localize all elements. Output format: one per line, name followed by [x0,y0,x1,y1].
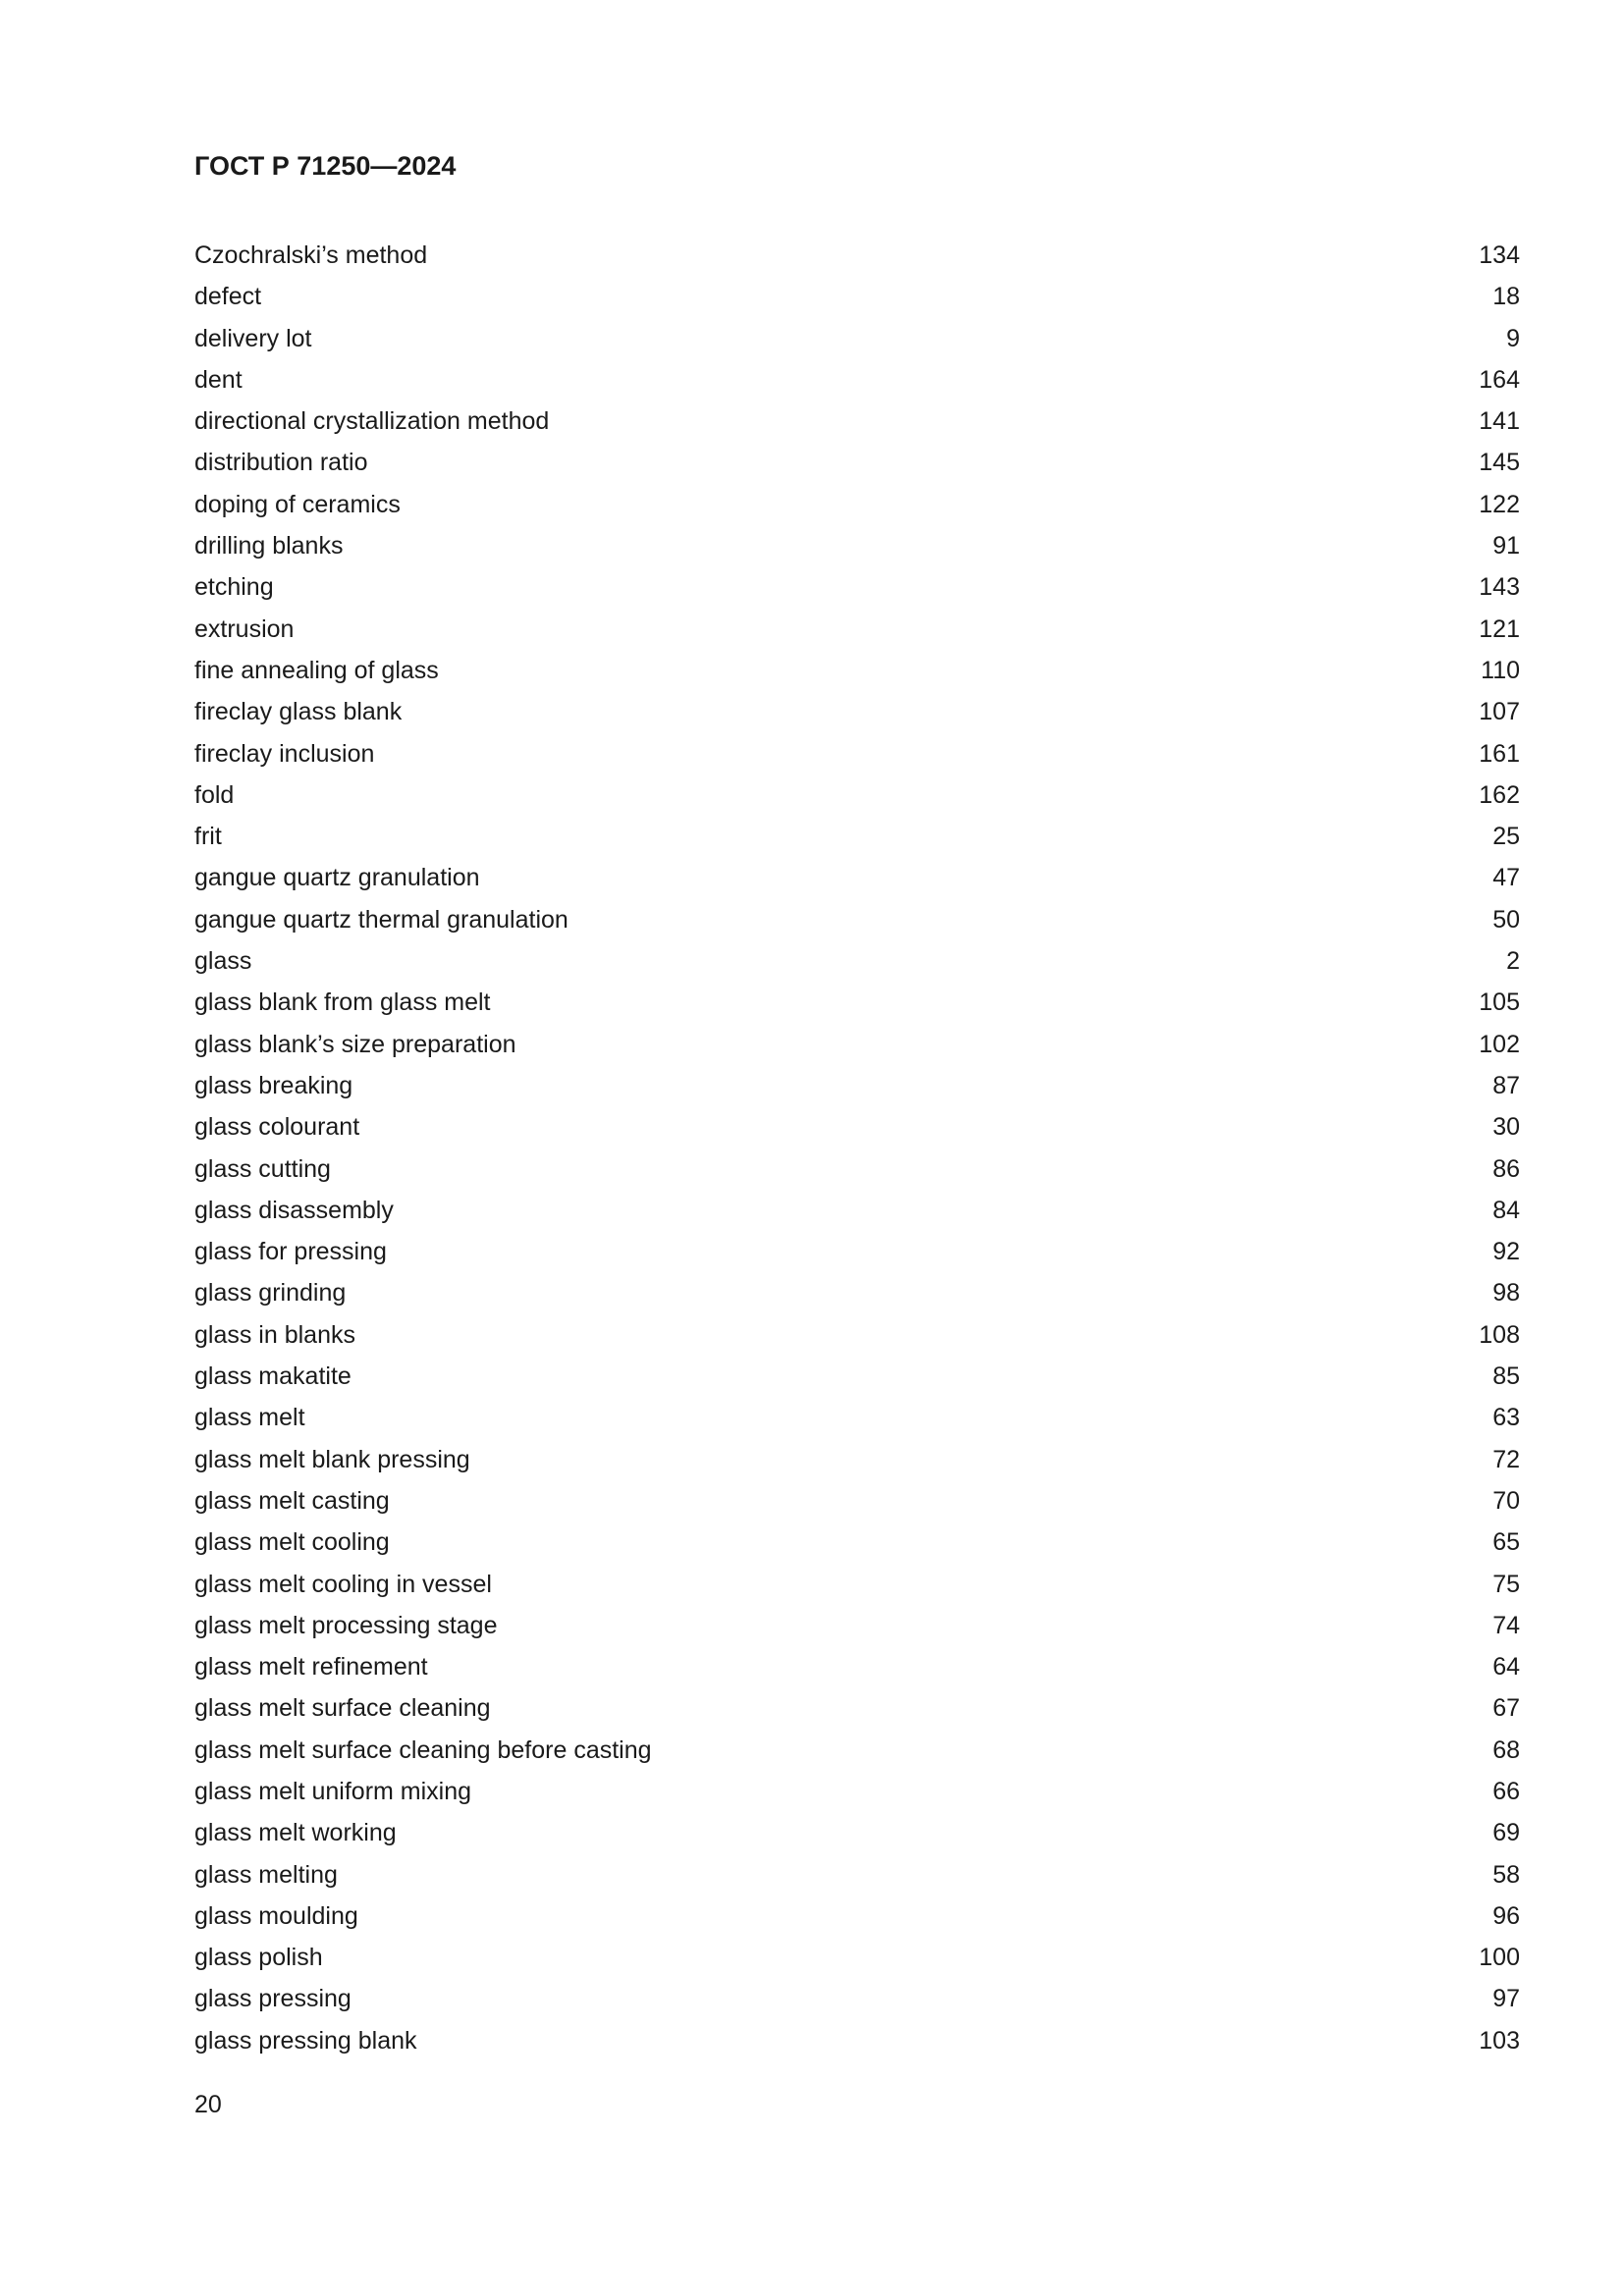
index-term: glass polish [194,1944,323,1972]
index-term-number: 121 [1479,614,1520,643]
index-term: distribution ratio [194,449,368,477]
index-entry [194,1943,1520,1984]
index-entry [194,1237,1520,1278]
index-term: dent [194,365,243,394]
index-entry [194,1486,1520,1527]
index-term-number: 65 [1492,1528,1520,1557]
index-term: drilling blanks [194,532,344,561]
index-term: glass melt surface cleaning before casting [194,1735,652,1764]
index-entry [194,2026,1520,2067]
index-term-number: 98 [1492,1279,1520,1308]
index-term: frit [194,823,222,851]
index-term: delivery lot [194,324,312,352]
index-term-number: 70 [1492,1486,1520,1515]
index-term-number: 108 [1479,1320,1520,1349]
index-term-number: 97 [1492,1985,1520,2013]
index-entry [194,656,1520,697]
index-entry [194,1112,1520,1153]
index-entry [194,1362,1520,1403]
index-term-number: 69 [1492,1819,1520,1847]
index-term-number: 122 [1479,490,1520,518]
index-entry [194,282,1520,323]
index-entry [194,780,1520,822]
index-term-number: 66 [1492,1777,1520,1805]
index-entry [194,1320,1520,1362]
index-term-number: 84 [1492,1196,1520,1224]
index-term-number: 2 [1506,947,1520,976]
index-term: glass melt uniform mixing [194,1777,472,1805]
document-designation: ГОСТ Р 71250—2024 [194,151,457,181]
index-term: fold [194,780,235,809]
index-term: glass breaking [194,1071,353,1099]
index-term: glass cutting [194,1154,331,1183]
index-term-number: 85 [1492,1362,1520,1391]
index-entry [194,1652,1520,1693]
index-term-number: 107 [1479,698,1520,726]
index-term: glass makatite [194,1362,352,1391]
index-entry [194,988,1520,1029]
index-term-number: 143 [1479,573,1520,602]
index-term-number: 18 [1492,283,1520,311]
index-term: glass melt refinement [194,1653,428,1682]
index-term-number: 92 [1492,1238,1520,1266]
index-entry [194,1403,1520,1444]
index-entry [194,365,1520,406]
index-term: gangue quartz granulation [194,864,480,892]
index-entry [194,1777,1520,1818]
index-entry [194,531,1520,572]
index-term: gangue quartz thermal granulation [194,905,568,934]
index-term: glass melt cooling in vessel [194,1570,492,1598]
index-entry [194,448,1520,489]
index-term: glass melt cooling [194,1528,390,1557]
index-term: etching [194,573,274,602]
index-term-number: 91 [1492,532,1520,561]
index-term: glass blank’s size preparation [194,1030,516,1058]
index-term-number: 58 [1492,1860,1520,1889]
index-term-number: 141 [1479,407,1520,436]
index-term-number: 100 [1479,1944,1520,1972]
index-term: fireclay glass blank [194,698,403,726]
index-entry [194,863,1520,904]
index-term-number: 110 [1481,656,1520,684]
index-term: glass pressing blank [194,2026,417,2055]
index-term: glass grinding [194,1279,347,1308]
index-term: defect [194,283,262,311]
index-entry [194,1278,1520,1319]
index-term: directional crystallization method [194,407,550,436]
index-entry [194,739,1520,780]
index-term-number: 64 [1492,1653,1520,1682]
index-term-number: 50 [1492,905,1520,934]
index-term-number: 68 [1492,1735,1520,1764]
index-term-number: 145 [1479,449,1520,477]
index-entry [194,1860,1520,1901]
index-term: glass for pressing [194,1238,387,1266]
index-term: glass melt [194,1404,305,1432]
index-term-number: 75 [1492,1570,1520,1598]
index-term-number: 25 [1492,823,1520,851]
index-entry [194,1611,1520,1652]
index-term: glass disassembly [194,1196,394,1224]
index-term-number: 86 [1492,1154,1520,1183]
index-term: glass melt working [194,1819,397,1847]
index-term-number: 87 [1492,1071,1520,1099]
index-term: glass in blanks [194,1320,355,1349]
page-number: 20 [194,2091,222,2118]
index-term: extrusion [194,614,295,643]
index-entry [194,1984,1520,2025]
index-entry [194,1818,1520,1859]
index-entry [194,406,1520,448]
index-entry [194,1445,1520,1486]
index-term: glass melt surface cleaning [194,1694,491,1723]
index-entry [194,1527,1520,1569]
index-term-number: 134 [1479,241,1520,269]
index-entry [194,822,1520,863]
index-term-number: 67 [1492,1694,1520,1723]
index-entry [194,1901,1520,1943]
index-term-number: 105 [1479,988,1520,1017]
index-entry [194,490,1520,531]
index-entry [194,1693,1520,1735]
index-term: fine annealing of glass [194,656,439,684]
index-term-number: 47 [1492,864,1520,892]
alphabetical-index [194,240,1520,2067]
index-term-number: 9 [1506,324,1520,352]
index-entry [194,1154,1520,1196]
index-term-number: 74 [1492,1611,1520,1639]
index-entry [194,946,1520,988]
index-entry [194,697,1520,738]
index-term-number: 63 [1492,1404,1520,1432]
index-entry [194,905,1520,946]
index-entry [194,1030,1520,1071]
index-term-number: 162 [1479,780,1520,809]
index-term: glass melting [194,1860,338,1889]
index-term-number: 102 [1479,1030,1520,1058]
index-term-number: 30 [1492,1113,1520,1142]
index-term: glass [194,947,252,976]
index-entry [194,614,1520,656]
index-term: glass blank from glass melt [194,988,491,1017]
index-entry [194,240,1520,282]
index-entry [194,324,1520,365]
index-term: glass colourant [194,1113,360,1142]
index-term-number: 164 [1479,365,1520,394]
index-entry [194,1071,1520,1112]
index-entry [194,1570,1520,1611]
index-term: Czochralski’s method [194,241,428,269]
index-term-number: 103 [1479,2026,1520,2055]
index-entry [194,1196,1520,1237]
index-term: glass melt casting [194,1486,390,1515]
index-term-number: 161 [1479,739,1520,768]
index-term: doping of ceramics [194,490,401,518]
index-term: glass melt blank pressing [194,1445,470,1473]
index-term: fireclay inclusion [194,739,375,768]
index-term: glass moulding [194,1901,358,1930]
index-term: glass pressing [194,1985,352,2013]
index-entry [194,572,1520,614]
index-term-number: 72 [1492,1445,1520,1473]
index-term: glass melt processing stage [194,1611,498,1639]
index-entry [194,1735,1520,1777]
index-term-number: 96 [1492,1901,1520,1930]
